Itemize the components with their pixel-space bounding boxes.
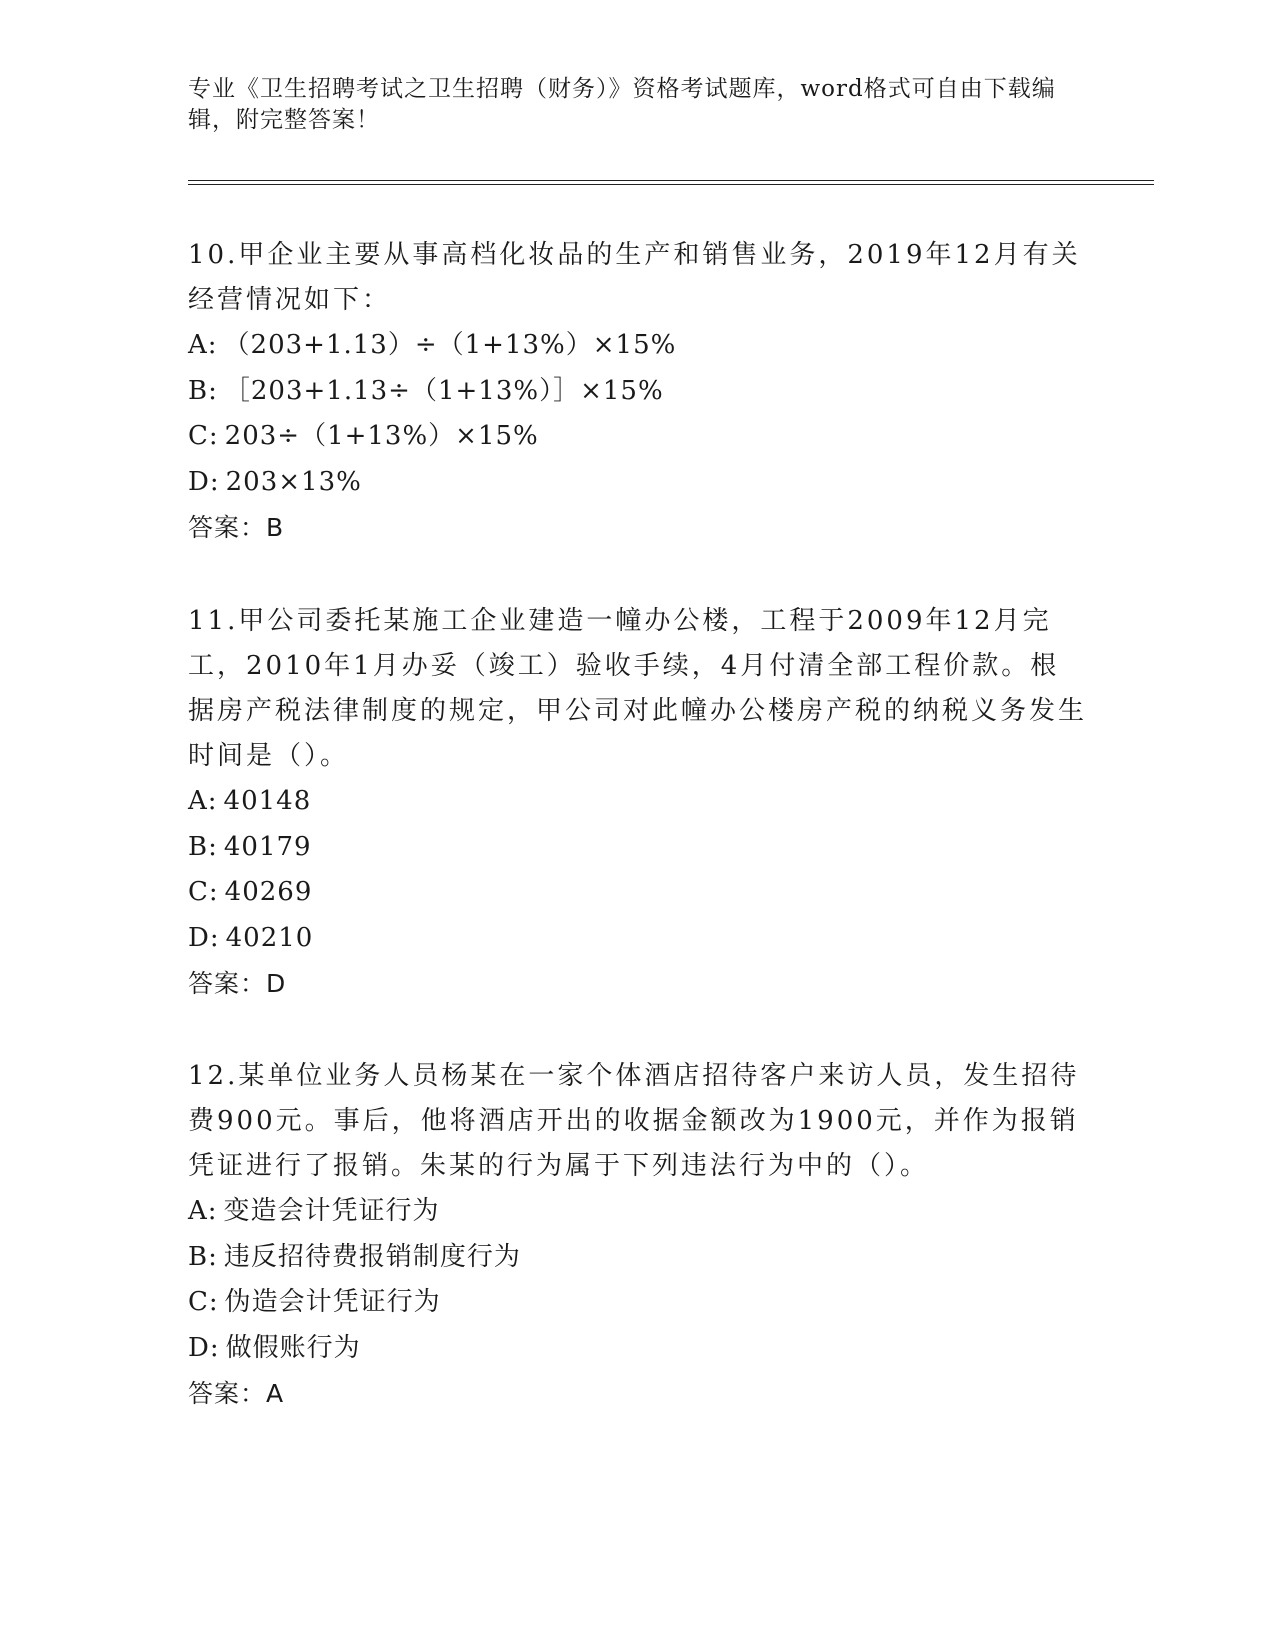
option-c bbox=[188, 1280, 1088, 1326]
option-text: 203×13% bbox=[225, 466, 362, 497]
option-text: 40210 bbox=[225, 922, 314, 953]
document-header: 专业《卫生招聘考试之卫生招聘（财务）》资格考试题库，word格式可自由下载编辑，附完整答案！ bbox=[188, 76, 1056, 133]
option-letter: A: bbox=[188, 1196, 218, 1226]
question-stem: 11.甲公司委托某施工企业建造一幢办公楼，工程于2009年12月完工，2010年1月办妥（竣工）验收手续，4月付清全部工程价款。根据房产税法律制度的规定，甲公司对此幢办公楼房产税的纳税义务发生时间是（）。 bbox=[188, 606, 1088, 771]
option-b bbox=[188, 825, 1088, 871]
option-letter: C: bbox=[188, 877, 219, 907]
option-text: （203+1.13）÷（1+13%）×15% bbox=[223, 330, 677, 360]
answer-label: 答案：B bbox=[188, 513, 285, 542]
header-divider-top bbox=[188, 180, 1154, 181]
option-text: 203÷（1+13%）×15% bbox=[224, 421, 539, 451]
option-text: 违反招待费报销制度行为 bbox=[223, 1241, 521, 1272]
option-text: 伪造会计凭证行为 bbox=[224, 1287, 441, 1317]
option-c bbox=[188, 870, 1088, 916]
option-letter: C: bbox=[188, 421, 219, 451]
question-10 bbox=[188, 233, 1088, 551]
option-letter: A: bbox=[188, 330, 218, 360]
option-text: 变造会计凭证行为 bbox=[223, 1196, 440, 1226]
option-letter: A: bbox=[188, 786, 218, 816]
answer-label: 答案：A bbox=[188, 1379, 285, 1408]
option-d bbox=[188, 1326, 1088, 1372]
option-c bbox=[188, 414, 1088, 460]
option-letter: C: bbox=[188, 1287, 219, 1317]
option-b bbox=[188, 369, 1088, 415]
option-text: 40269 bbox=[224, 877, 313, 907]
header-divider-bottom bbox=[188, 184, 1154, 185]
question-12 bbox=[188, 1054, 1088, 1417]
option-letter: B: bbox=[188, 1241, 218, 1272]
option-a bbox=[188, 1189, 1088, 1235]
option-letter: B: bbox=[188, 375, 218, 406]
option-letter: D: bbox=[188, 922, 220, 953]
answer-label: 答案：D bbox=[188, 969, 287, 998]
question-stem: 10.甲企业主要从事高档化妆品的生产和销售业务，2019年12月有关经营情况如下： bbox=[188, 240, 1081, 315]
option-letter: D: bbox=[188, 1332, 220, 1363]
option-d bbox=[188, 460, 1088, 506]
option-text: 做假账行为 bbox=[225, 1332, 361, 1363]
option-text: ［203+1.13÷（1+13%）］×15% bbox=[223, 375, 664, 406]
option-b bbox=[188, 1235, 1088, 1281]
option-text: 40179 bbox=[223, 831, 312, 862]
option-letter: B: bbox=[188, 831, 218, 862]
option-a bbox=[188, 779, 1088, 825]
question-stem: 12.某单位业务人员杨某在一家个体酒店招待客户来访人员，发生招待费900元。事后，他将酒店开出的收据金额改为1900元，并作为报销凭证进行了报销。朱某的行为属于下列违法行为中的（）。 bbox=[188, 1061, 1080, 1181]
option-a bbox=[188, 323, 1088, 369]
question-11 bbox=[188, 599, 1088, 1007]
option-letter: D: bbox=[188, 466, 220, 497]
option-d bbox=[188, 916, 1088, 962]
option-text: 40148 bbox=[223, 786, 312, 816]
